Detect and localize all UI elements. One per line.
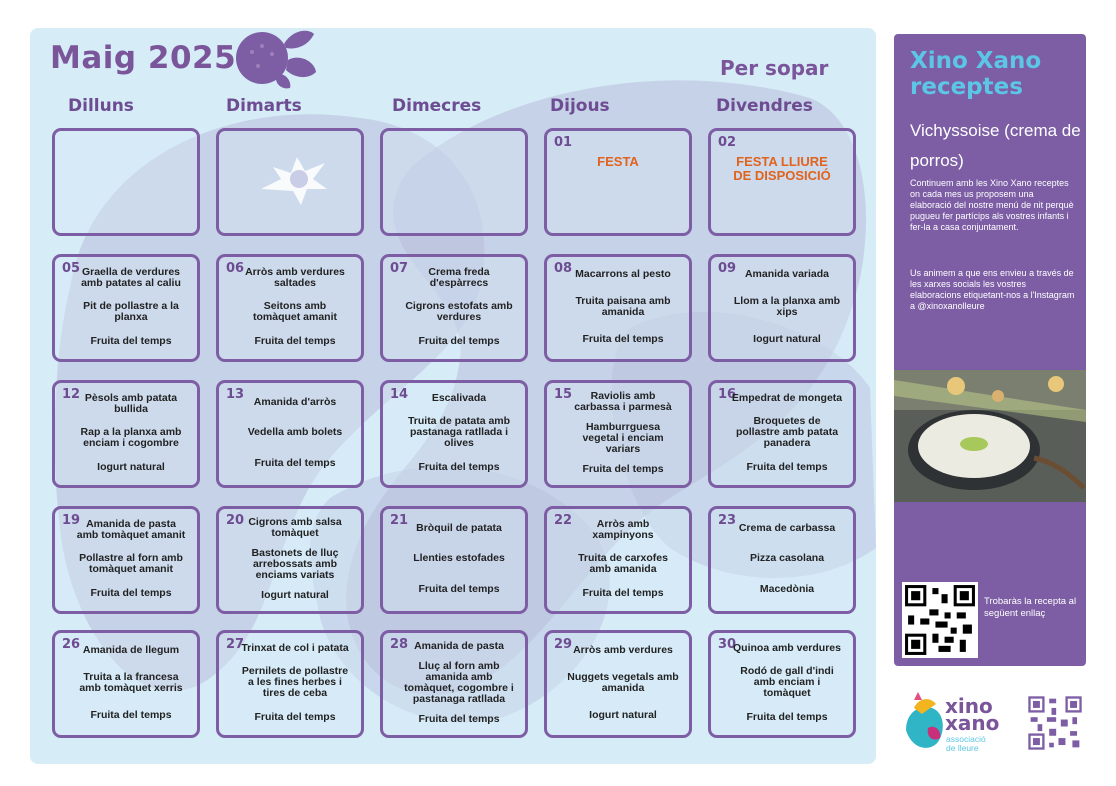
menu-line: Quinoa amb verdures [733,642,841,655]
day-number: 02 [718,135,737,150]
menu-line: Pèsols amb patata bullida [84,392,178,416]
recipe-intro-text: Continuem amb les Xino Xano receptes on cada mes us proposem una elaboració del nostre menú de nit perquè pugueu fer partícips als vostres infants i fer-la a casa conjuntament. [910,178,1074,232]
menu-line: Raviolis amb carbassa i parmesà [574,390,672,414]
day-cell [216,630,364,738]
day-header-wednesday: Dimecres [392,96,482,116]
day-cell [216,254,364,362]
day-number: 26 [62,637,81,652]
menu-line: Empedrat de mongeta [731,392,843,405]
fruit-silhouette-icon [251,149,331,211]
day-cell [544,254,692,362]
day-number: 22 [554,513,573,528]
menu-line: Cigrons estofats amb verdures [405,300,513,324]
day-number: 06 [226,261,245,276]
day-header-monday: Dilluns [68,96,134,116]
menu-line: Bastonets de lluç arrebossats amb enciams variats [251,546,339,581]
menu-line: Arròs amb verdures [573,644,673,656]
menu-line: Pit de pollastre a la planxa [83,300,179,324]
day-number: 05 [62,261,81,276]
menu-line: Amanida d'arròs [253,395,337,408]
day-number: 27 [226,637,245,652]
menu-line: Pizza casolana [749,552,825,565]
qr-code-icon[interactable] [1026,694,1084,752]
menu-line: Fruita del temps [418,712,500,725]
day-number: 15 [554,387,573,402]
menu-line: Amanida de pasta [414,640,504,653]
menu-line: Macedònia [759,583,815,596]
day-number: 21 [390,513,409,528]
day-cell [216,128,364,236]
menu-line: Fruita del temps [746,460,828,473]
menu-line: Broquetes de pollastre amb patata panadera [735,415,839,450]
menu-line: Hamburrguesa vegetal i enciam variars [582,420,664,455]
menu-line: Rodó de gall d'indi amb enciam i tomàquet [740,665,834,700]
qr-caption: Trobaràs la recepta al següent enllaç [984,596,1077,619]
fruit-icon [228,28,320,90]
holiday-label: FESTA LLIURE DE DISPOSICIÓ [733,154,831,183]
menu-line: Cigrons amb salsa tomàquet [248,516,342,540]
menu-line: Rap a la planxa amb enciam i cogombre [80,426,182,450]
menu-line: Escalivada [431,392,487,405]
day-number: 07 [390,261,409,276]
menu-line: Seitons amb tomàquet amanit [252,300,337,324]
menu-line: Bròquil de patata [416,521,502,534]
day-header-thursday: Dijous [550,96,610,116]
menu-line: Fruita del temps [90,334,172,347]
recipe-social-text: Us animem a que ens envieu a través de les xarxes socials les vostres elaboracions etiquetant-nos a l'Instagram a @xinoxanolleure [910,268,1075,311]
menu-line: Fruita del temps [418,583,500,596]
menu-line: Llom a la planxa amb xips [733,295,841,318]
menu-line: Arròs amb verdures saltades [245,266,345,290]
menu-line: Fruita del temps [418,460,500,473]
menu-line: Fruita del temps [582,333,664,345]
day-cell [544,506,692,614]
day-header-friday: Divendres [716,96,813,116]
menu-line: Truita a la francesa amb tomàquet xerris [79,671,183,694]
menu-line: Fruita del temps [418,334,500,347]
menu-line: Iogurt natural [753,333,821,345]
day-cell [380,128,528,236]
menu-line: Fruita del temps [254,710,336,723]
day-cell [380,254,528,362]
month-title: Maig 2025 [50,40,237,76]
day-cell [544,128,692,236]
menu-line: Fruita del temps [90,709,172,721]
menu-line: Amanida variada [744,268,830,280]
day-number: 29 [554,637,573,652]
day-number: 14 [390,387,409,402]
day-number: 01 [554,135,573,150]
menu-line: Fruita del temps [254,457,336,470]
menu-line: Llenties estofades [413,552,505,565]
day-header-tuesday: Dimarts [226,96,302,116]
menu-line: Truita de patata amb pastanaga ratllada i olives [407,415,511,450]
day-cell [708,128,856,236]
day-cell [380,506,528,614]
day-cell [708,506,856,614]
day-cell [52,506,200,614]
menu-line: Fruita del temps [746,710,828,723]
day-cell [708,380,856,488]
menu-line: Pollastre al forn amb tomàquet amanit [79,552,183,576]
day-cell [544,630,692,738]
day-cell [52,128,200,236]
day-cell [380,380,528,488]
menu-line: Nuggets vegetals amb amanida [567,671,679,694]
menu-line: Fruita del temps [582,462,664,475]
day-number: 19 [62,513,81,528]
logo-tagline: associació de lleure [946,734,986,753]
menu-line: Crema de carbassa [738,521,836,534]
day-cell [52,630,200,738]
day-number: 16 [718,387,737,402]
day-number: 30 [718,637,737,652]
day-number: 20 [226,513,245,528]
holiday-label: FESTA [597,154,639,169]
menu-line: Iogurt natural [97,460,165,473]
day-number: 13 [226,387,245,402]
menu-line: Iogurt natural [261,588,329,601]
day-number: 12 [62,387,81,402]
menu-line: Macarrons al pesto [575,268,671,280]
menu-line: Amanida de llegum [82,644,180,656]
day-cell [380,630,528,738]
menu-line: Lluç al forn amb amanida amb tomàquet, cogombre i pastanaga ratllada [404,659,514,705]
menu-line: Graella de verdures amb patates al caliu [81,266,181,290]
menu-line: Vedella amb bolets [247,426,343,439]
day-cell [544,380,692,488]
day-number: 28 [390,637,409,652]
day-cell [216,380,364,488]
day-number: 23 [718,513,737,528]
day-cell [708,630,856,738]
qr-code-icon[interactable] [902,582,978,658]
day-cell [216,506,364,614]
recipe-title: Vichyssoise (crema de porros) [910,121,1081,170]
menu-line: Crema freda d'espàrrecs [428,266,490,290]
day-cell [708,254,856,362]
day-cell [52,254,200,362]
menu-subtitle: Per sopar [720,56,829,80]
menu-line: Fruita del temps [90,586,172,599]
menu-line: Amanida de pasta amb tomàquet amanit [76,518,186,542]
vichyssoise-photo [894,370,1086,502]
day-number: 08 [554,261,573,276]
menu-line: Arròs amb xampinyons [592,518,654,542]
logo-wordmark: xino xano [945,694,1000,735]
menu-line: Truita de carxofes amb amanida [578,552,668,576]
menu-line: Pernilets de pollastre a les fines herbes i tires de ceba [241,665,349,700]
day-cell [52,380,200,488]
menu-line: Fruita del temps [254,334,336,347]
menu-line: Truita paisana amb amanida [575,295,671,318]
brand-title: Xino Xano receptes [910,48,1042,100]
menu-line: Iogurt natural [589,709,657,721]
day-number: 09 [718,261,737,276]
calendar-panel [30,28,876,764]
recipe-sidebar [894,34,1086,666]
menu-line: Fruita del temps [582,586,664,599]
menu-line: Trinxat de col i patata [241,642,349,655]
